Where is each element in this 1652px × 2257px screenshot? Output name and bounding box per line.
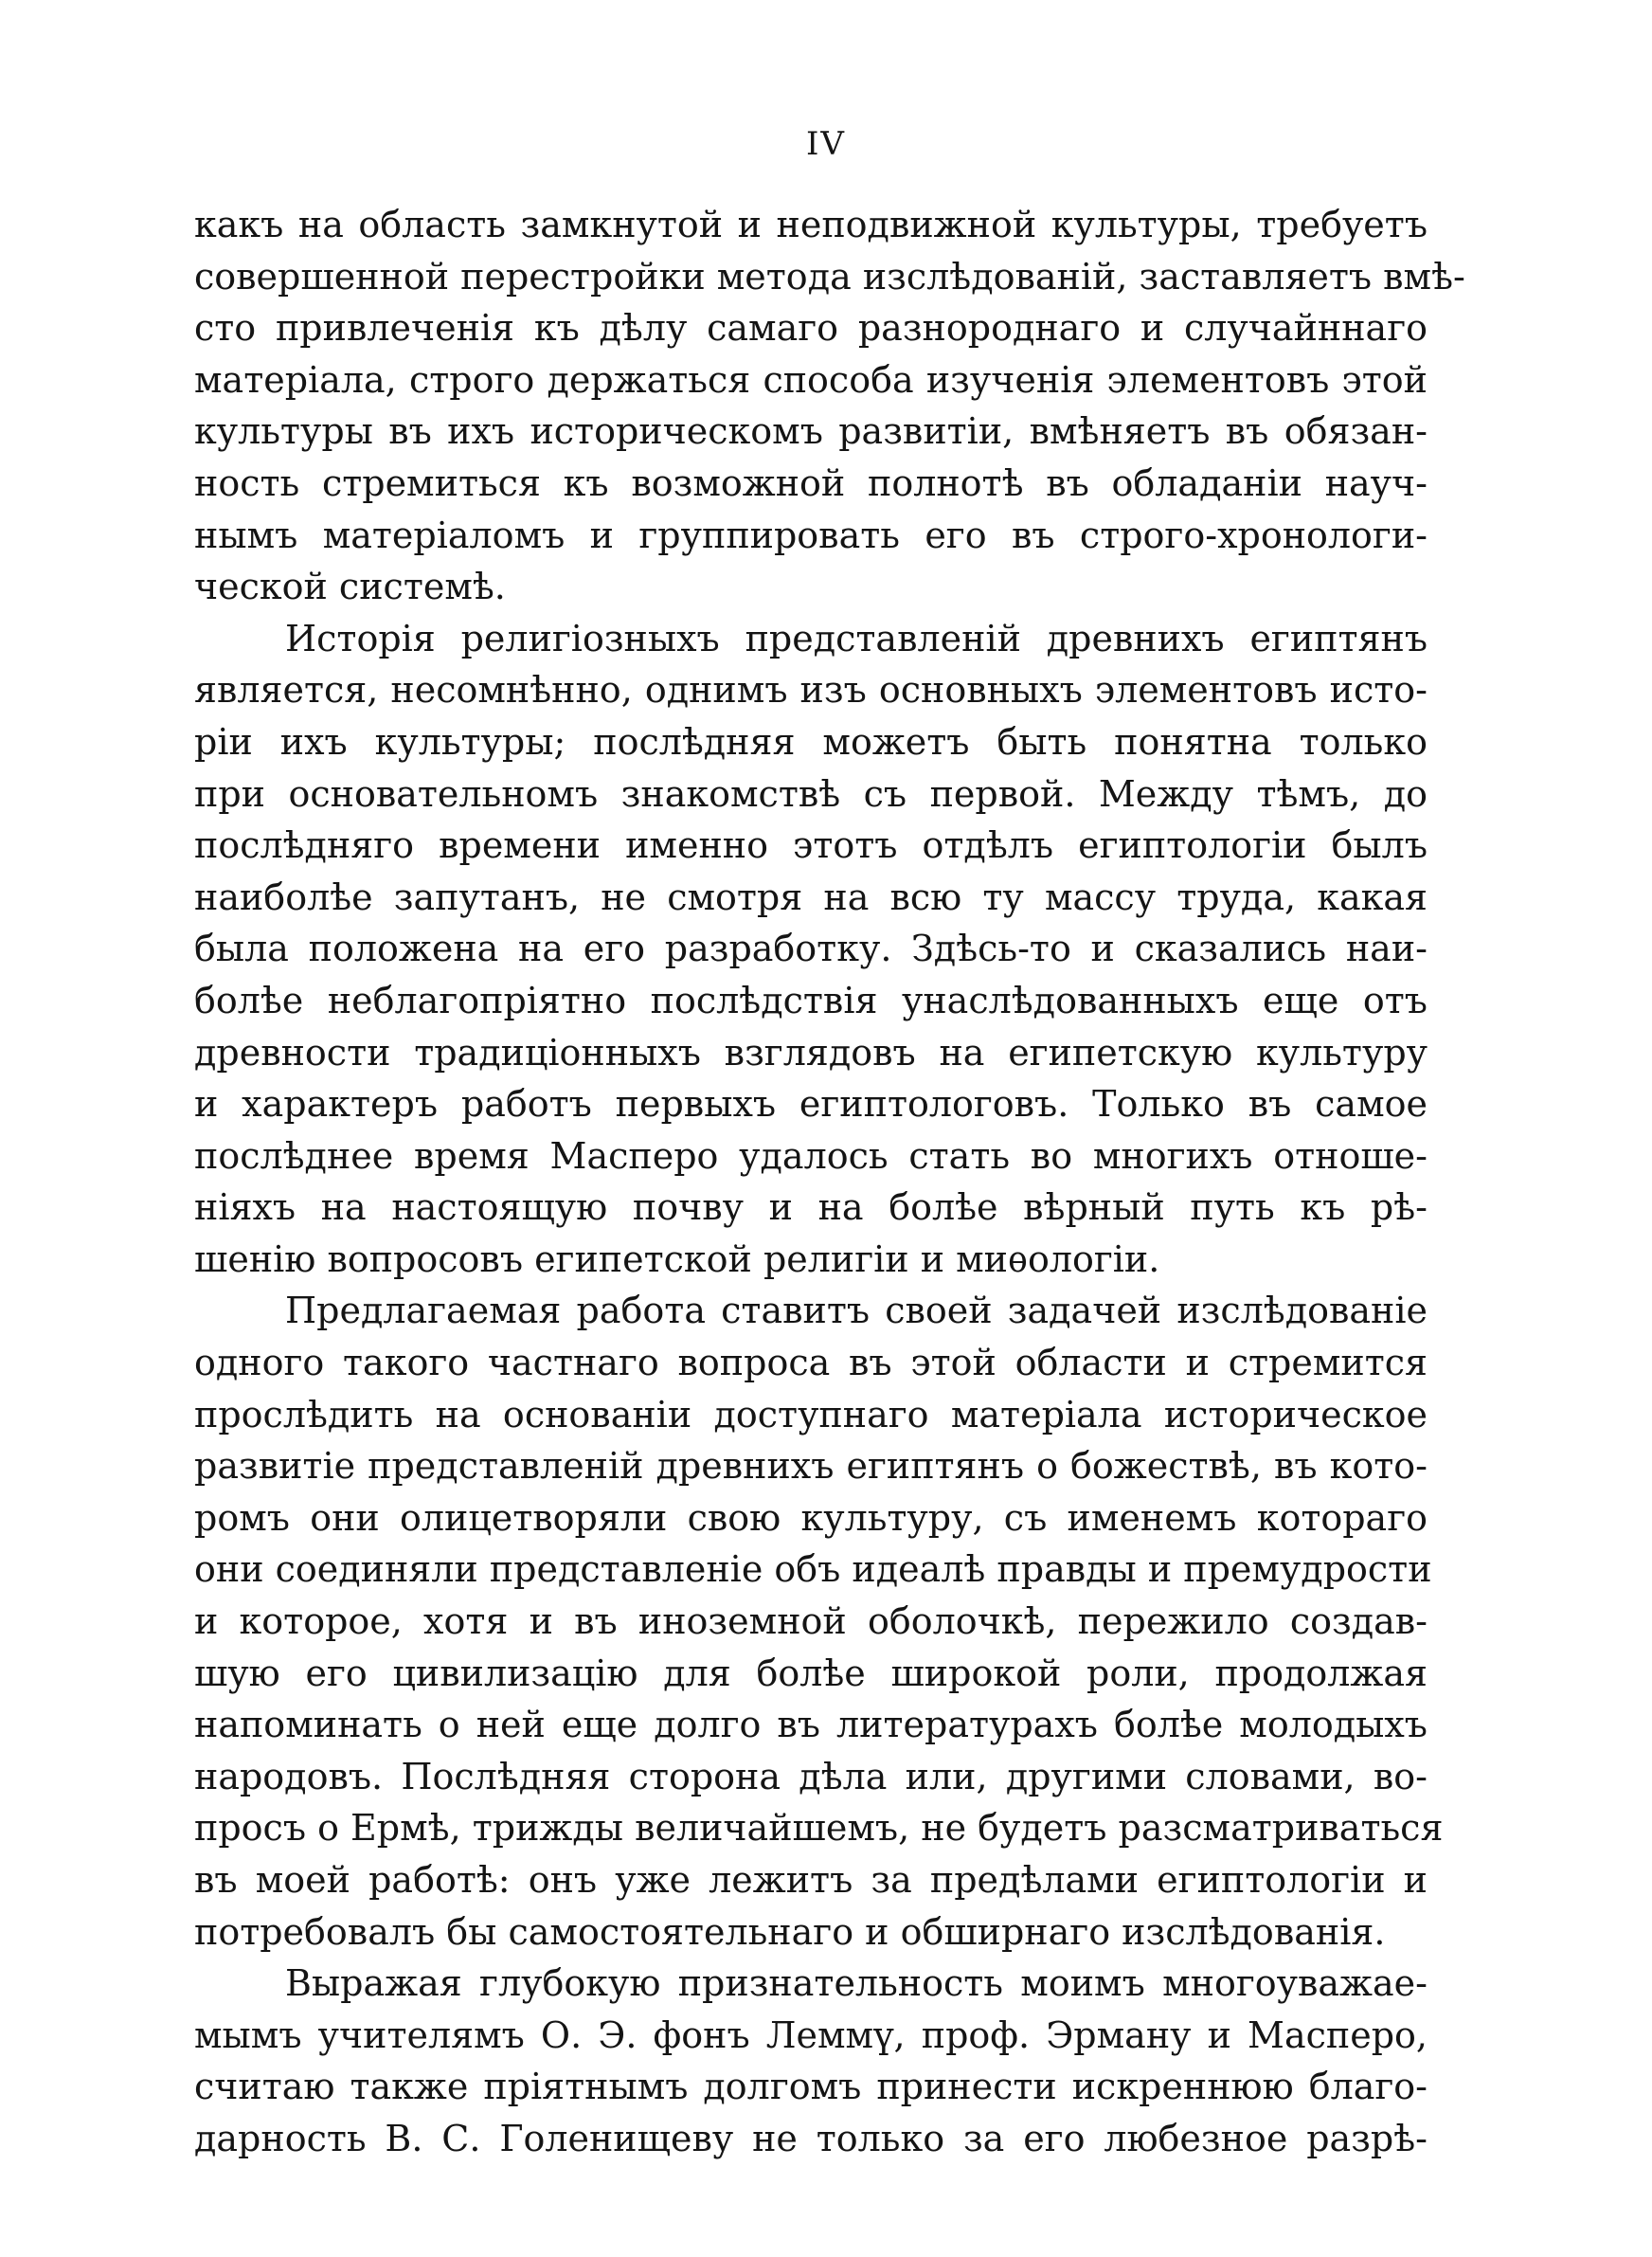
paragraph: [194, 199, 1465, 613]
text-line: культуры въ ихъ историческомъ развитіи, вмѣняетъ въ обязан-: [194, 410, 1428, 453]
text-line: древности традиціонныхъ взглядовъ на египетскую культуру: [194, 1031, 1428, 1074]
page-number: IV: [806, 125, 846, 163]
text-line: Предлагаемая работа ставитъ своей задачей изслѣдованіе: [285, 1290, 1428, 1332]
body-text: [194, 199, 1465, 2165]
text-line: Исторія религіозныхъ представленій древнихъ египтянъ: [285, 617, 1428, 659]
text-line: послѣднее время Масперо удалось стать во многихъ отноше-: [194, 1134, 1428, 1177]
text-line: ніяхъ на настоящую почву и на болѣе вѣрный путь къ рѣ-: [194, 1186, 1428, 1229]
text-line: развитіе представленій древнихъ египтянъ о божествѣ, въ кото-: [194, 1445, 1428, 1488]
text-line: одного такого частнаго вопроса въ этой области и стремится: [194, 1342, 1428, 1384]
text-line: наиболѣе запутанъ, не смотря на всю ту массу труда, какая: [194, 876, 1428, 918]
paragraph: [194, 613, 1428, 1286]
text-line: дарность В. С. Голенищеву не только за его любезное разрѣ-: [194, 2117, 1428, 2159]
text-line: ческой системѣ.: [194, 566, 506, 608]
text-line: была положена на его разработку. Здѣсь-то и сказались наи-: [194, 928, 1428, 970]
text-line: въ моей работѣ: онъ уже лежитъ за предѣлами египтологіи и: [194, 1859, 1428, 1901]
text-line: мымъ учителямъ О. Э. фонъ Леммү, проф. Эрману и Масперо,: [194, 2013, 1428, 2056]
text-line: Выражая глубокую признательность моимъ многоуважае-: [285, 1962, 1428, 2005]
text-line: потребовалъ бы самостоятельнаго и обширнаго изслѣдованія.: [194, 1910, 1386, 1953]
text-line: напоминать о ней еще долго въ литературахъ болѣе молодыхъ: [194, 1704, 1428, 1746]
text-line: шенію вопросовъ египетской религіи и миѳологіи.: [194, 1237, 1160, 1280]
text-line: при основательномъ знакомствѣ съ первой. Между тѣмъ, до: [194, 772, 1428, 815]
text-line: они соединяли представленіе объ идеалѣ правды и премудрости: [194, 1548, 1432, 1591]
text-line: ріи ихъ культуры; послѣдняя можетъ быть понятна только: [194, 720, 1428, 763]
text-line: совершенной перестройки метода изслѣдованій, заставляетъ вмѣ-: [194, 255, 1465, 298]
text-line: сто привлеченія къ дѣлу самаго разнороднаго и случайннаго: [194, 307, 1428, 350]
text-line: и характеръ работъ первыхъ египтологовъ. Только въ самое: [194, 1083, 1428, 1126]
text-line: народовъ. Послѣдняя сторона дѣла или, другими словами, во-: [194, 1755, 1428, 1797]
text-line: считаю также пріятнымъ долгомъ принести искреннюю благо-: [194, 2066, 1428, 2108]
text-line: является, несомнѣнно, однимъ изъ основныхъ элементовъ исто-: [194, 669, 1428, 712]
text-line: прослѣдить на основаніи доступнаго матеріала историческое: [194, 1393, 1428, 1435]
text-line: ность стремиться къ возможной полнотѣ въ обладаніи науч-: [194, 461, 1428, 504]
text-line: матеріала, строго держаться способа изученія элементовъ этой: [194, 358, 1428, 401]
text-line: и которое, хотя и въ иноземной оболочкѣ, пережило создав-: [194, 1600, 1428, 1643]
text-line: какъ на область замкнутой и неподвижной культуры, требуетъ: [194, 204, 1428, 245]
paragraph: [194, 1285, 1444, 1958]
text-line: послѣдняго времени именно этотъ отдѣлъ египтологіи былъ: [194, 824, 1428, 867]
text-line: нымъ матеріаломъ и группировать его въ строго-хронологи-: [194, 514, 1428, 556]
paragraph: [194, 1958, 1428, 2164]
text-line: болѣе неблагопріятно послѣдствія унаслѣдованныхъ еще отъ: [194, 979, 1428, 1021]
text-line: ромъ они олицетворяли свою культуру, съ именемъ котораго: [194, 1496, 1428, 1539]
text-line: просъ о Ермѣ, трижды величайшемъ, не будетъ разсматриваться: [194, 1807, 1444, 1850]
text-line: шую его цивилизацію для болѣе широкой роли, продолжая: [194, 1652, 1428, 1694]
